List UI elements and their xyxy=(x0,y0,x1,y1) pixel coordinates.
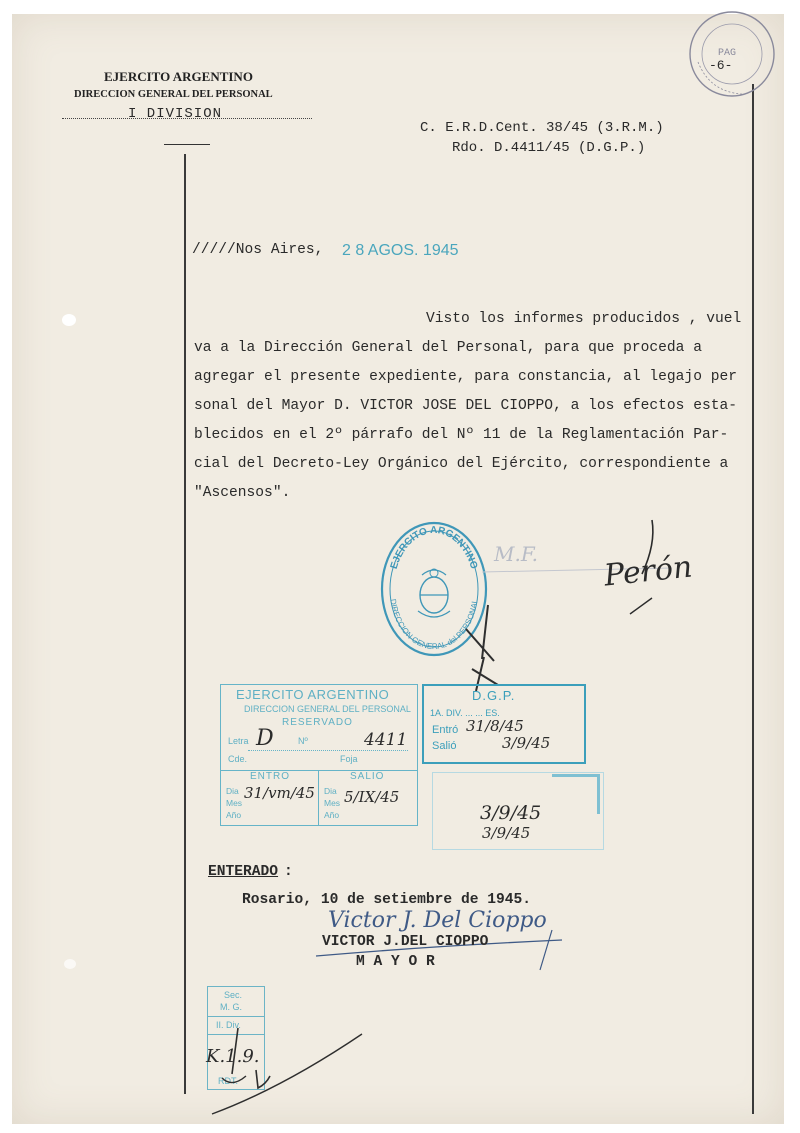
enterado-colon: : xyxy=(284,864,293,880)
reference-line-2: Rdo. D.4411/45 (D.G.P.) xyxy=(452,140,646,156)
stamp-grid-divider-v xyxy=(318,770,319,826)
stamp-dgp-subtitle: 1A. DIV. ... ... ES. xyxy=(430,708,500,718)
stamp-small-rule-1 xyxy=(207,1016,265,1017)
document-page xyxy=(12,14,784,1124)
stamp-entro-value: 31/vm/45 xyxy=(244,784,315,802)
enterado-place-date: Rosario, 10 de setiembre de 1945. xyxy=(242,892,532,908)
stamp-no-label: Nº xyxy=(298,736,308,746)
stamp-dgp-salio-value: 3/9/45 xyxy=(502,734,551,752)
initials-mf: M.F. xyxy=(494,542,538,566)
stamp-letra-value: D xyxy=(256,726,274,751)
reference-line-1: C. E.R.D.Cent. 38/45 (3.R.M.) xyxy=(420,120,664,136)
stamp-dgp-title: D.G.P. xyxy=(472,688,516,703)
stamp-small-line2: M. G. xyxy=(220,1002,242,1012)
stamp-dia-label-1: Dia xyxy=(226,786,239,796)
stamp-foja-label: Foja xyxy=(340,754,358,764)
enterado-name: VICTOR J.DEL CIOPPO xyxy=(322,934,489,950)
stamp-dgp-entro-value: 31/8/45 xyxy=(466,717,524,735)
stamp-reservado-title: EJERCITO ARGENTINO xyxy=(236,687,390,702)
stamp-reservado-subtitle: DIRECCION GENERAL DEL PERSONAL xyxy=(244,704,411,714)
stamp-small-scribble xyxy=(192,1018,382,1118)
body-line-5: blecidos en el 2º párrafo del Nº 11 de la Reglamentación Par- xyxy=(194,427,729,443)
stamp-small-line1: Sec. xyxy=(224,990,243,1000)
left-margin-line xyxy=(184,154,186,1094)
body-line-7: "Ascensos". xyxy=(194,485,291,501)
date-stamp: 2 8 AGOS. 1945 xyxy=(342,242,459,259)
stamp-letra-rule xyxy=(248,750,408,751)
stamp-dia-label-2: Dia xyxy=(324,786,337,796)
signature-peron: Perón xyxy=(602,549,694,594)
enterado-signature: Victor J. Del Cioppo xyxy=(328,908,547,933)
org-line-1: EJERCITO ARGENTINO xyxy=(104,69,253,84)
signature-peron-strokes xyxy=(612,514,682,624)
stamp-entro-label: ENTRO xyxy=(250,771,290,782)
stamp-faint-top-rule xyxy=(552,774,598,777)
division-label: I DIVISION xyxy=(128,106,223,122)
body-line-4: sonal del Mayor D. VICTOR JOSE DEL CIOPPO, a los efectos esta- xyxy=(194,398,737,414)
stamp-no-value: 4411 xyxy=(364,730,408,750)
hand-date-2: 3/9/45 xyxy=(482,824,531,842)
stamp-reservado-label: RESERVADO xyxy=(282,717,353,728)
seal-top-text: EJERCITO ARGENTINO xyxy=(388,524,480,571)
stamp-dgp-salio-label: Salió xyxy=(432,740,457,752)
stamp-faint-right-rule xyxy=(597,774,600,814)
stamp-small-hand: K.1.9. xyxy=(206,1046,260,1067)
enterado-rank: M A Y O R xyxy=(356,954,435,970)
stamp-ano-label-1: Año xyxy=(226,810,242,820)
body-line-2: va a la Dirección General del Personal, para que proceda a xyxy=(194,340,702,356)
hand-date-1: 3/9/45 xyxy=(480,802,542,824)
division-short-rule xyxy=(164,144,210,145)
stamp-mes-label-2: Mes xyxy=(324,798,341,808)
right-margin-line xyxy=(752,84,754,1114)
svg-text:EJERCITO ARGENTINO xyxy=(389,525,480,571)
body-line-3: agregar el presente expediente, para constancia, al legajo per xyxy=(194,369,737,385)
stamp-salio-value: 5/IX/45 xyxy=(344,788,400,806)
body-line-1: Visto los informes producidos , vuel xyxy=(426,311,742,327)
page-number: -6- xyxy=(709,58,733,73)
stamp-cde-label: Cde. xyxy=(228,754,248,764)
seal-bottom-text: DIRECCION GENERAL del PERSONAL xyxy=(388,598,480,652)
stamp-small-footer: RDT. xyxy=(218,1076,238,1086)
corner-seal-text: PAG xyxy=(718,48,737,59)
punch-hole-bottom xyxy=(64,959,76,969)
punch-hole-top xyxy=(62,314,76,326)
body-line-6: cial del Decreto-Ley Orgánico del Ejército, correspondiente a xyxy=(194,456,729,472)
stamp-dgp-entro-label: Entró xyxy=(432,724,459,736)
stamp-letra-label: Letra xyxy=(228,736,249,746)
stamp-small-line3: II. Div. xyxy=(216,1020,241,1030)
stamp-salio-label: SALIO xyxy=(350,771,385,782)
stamp-mes-label-1: Mes xyxy=(226,798,243,808)
stamp-ano-label-2: Año xyxy=(324,810,340,820)
enterado-label: ENTERADO xyxy=(208,864,279,880)
place-text: /////Nos Aires, xyxy=(192,242,324,258)
org-line-2: DIRECCION GENERAL DEL PERSONAL xyxy=(74,89,273,100)
